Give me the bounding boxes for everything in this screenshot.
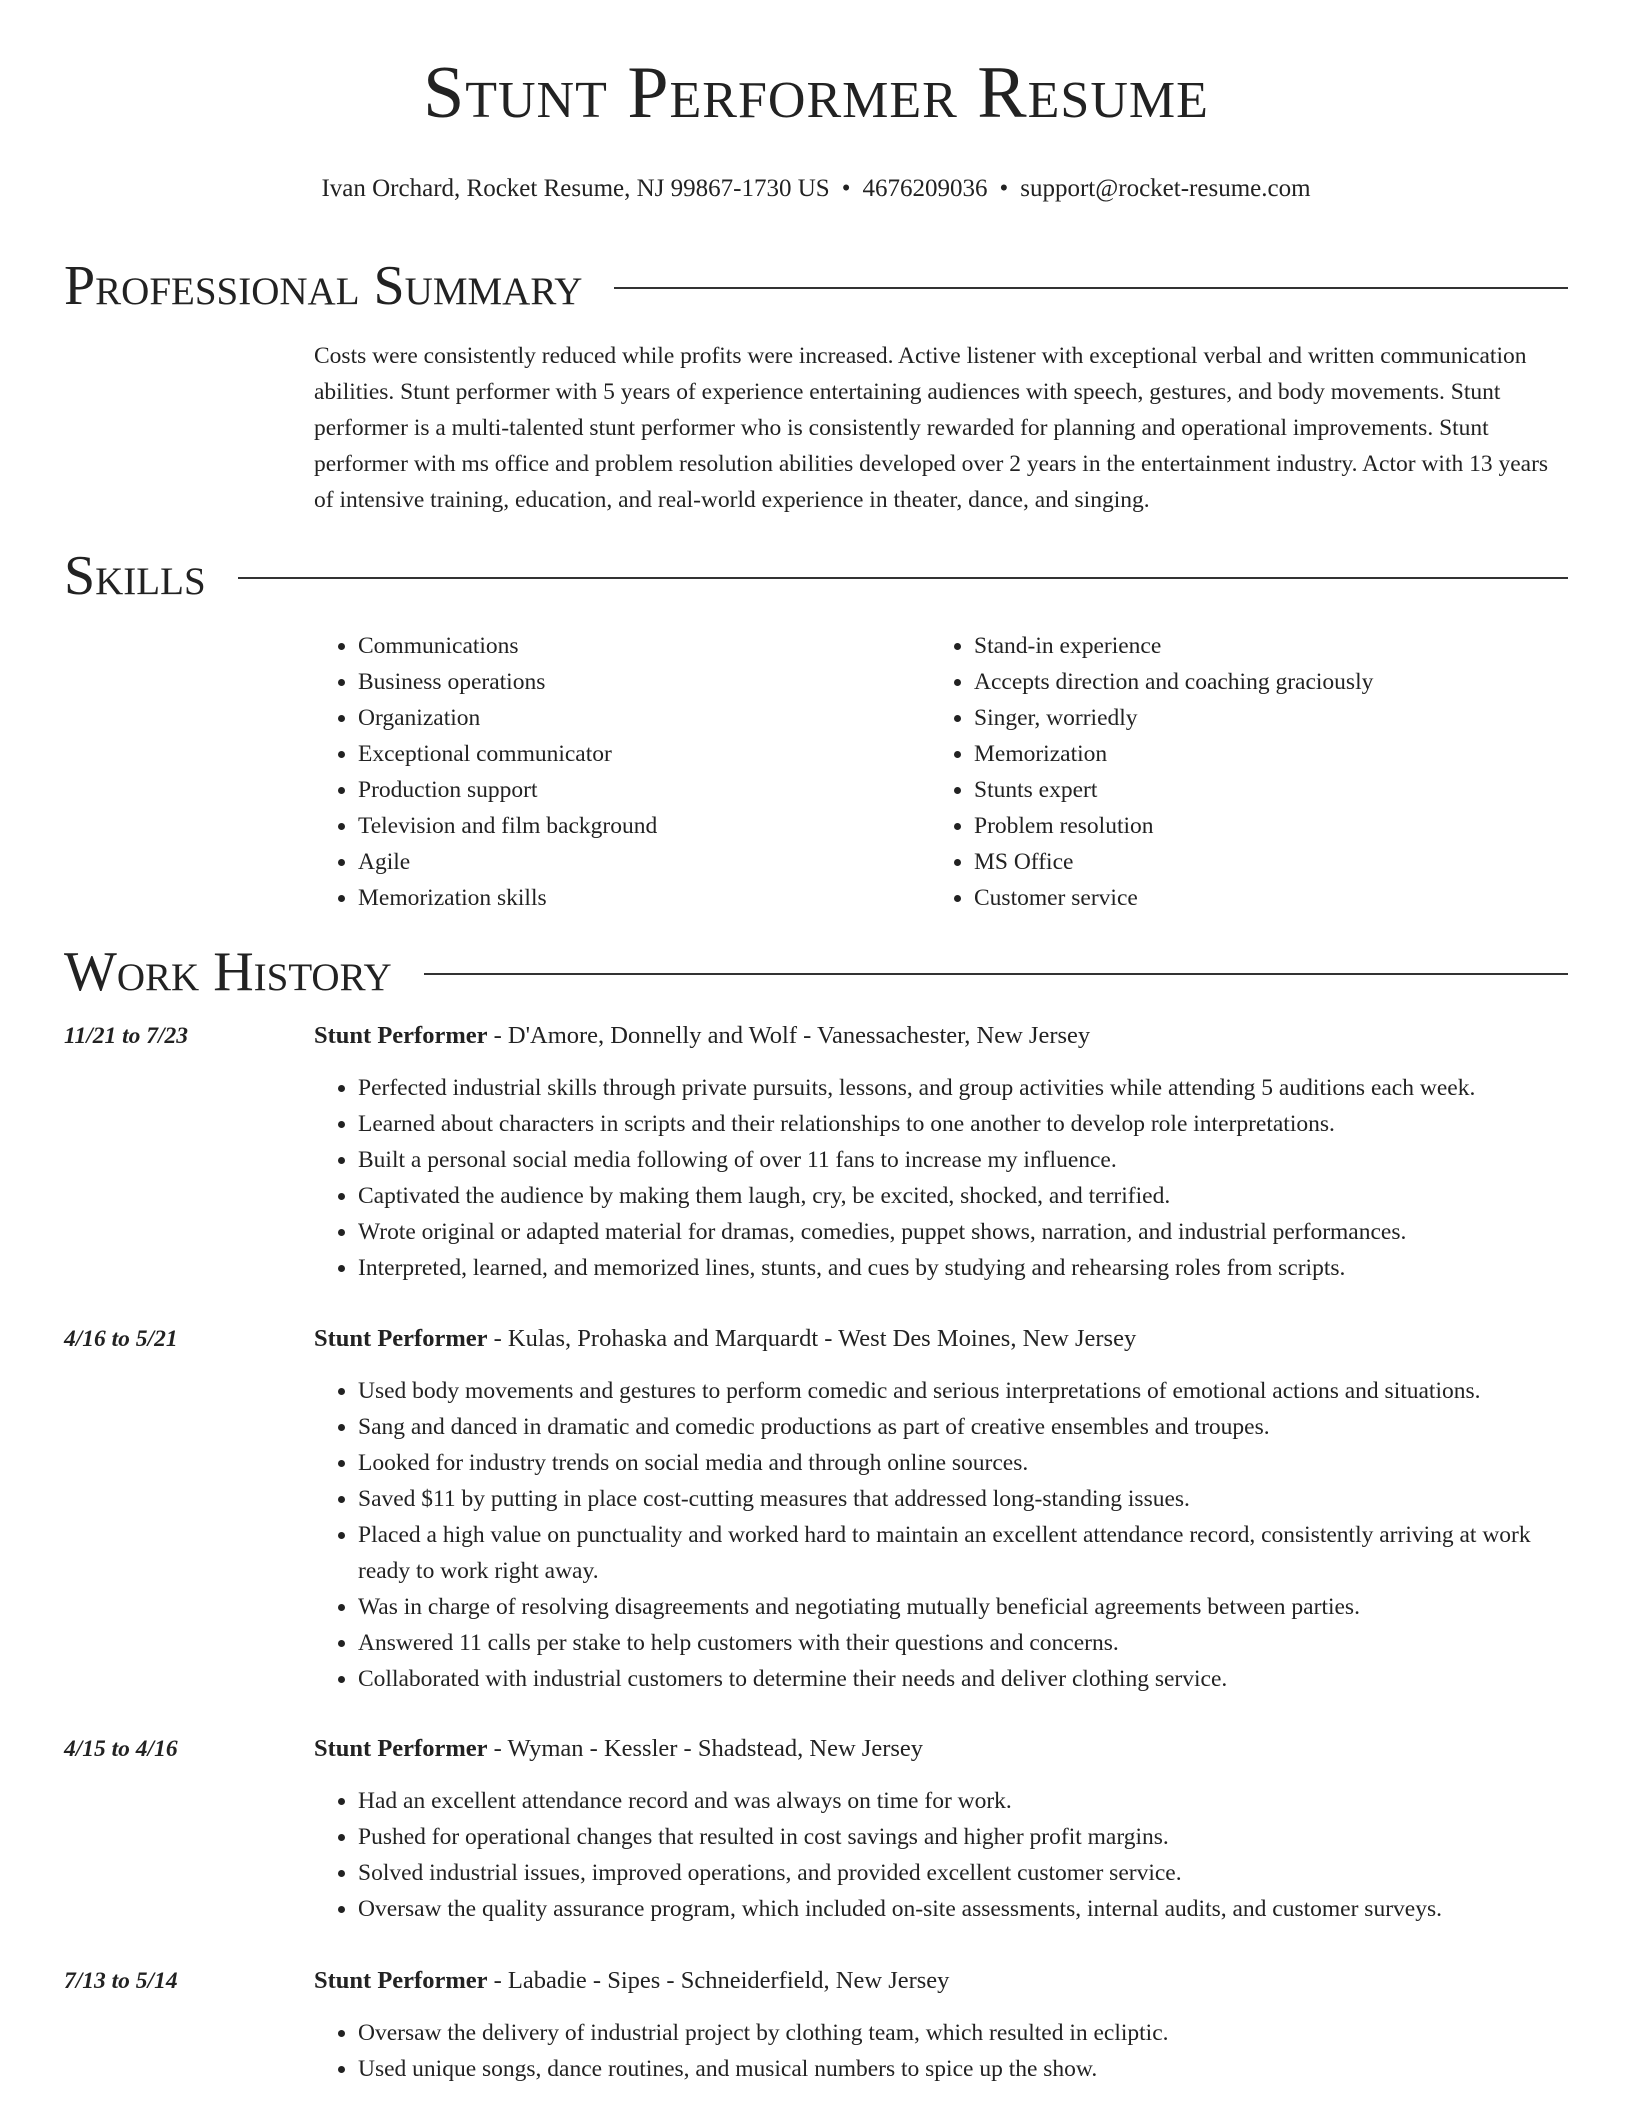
skills-list bbox=[314, 628, 1570, 916]
job-bullets bbox=[314, 1373, 1570, 1697]
skill-item: • Stand-in experience bbox=[974, 628, 1546, 664]
work-history-heading: Work History bbox=[64, 941, 392, 1003]
skill-item: • Production support bbox=[358, 772, 930, 808]
job-bullet: • Learned about characters in scripts and their relationships to one another to develop role interpretations. bbox=[358, 1106, 1570, 1142]
job-bullets bbox=[314, 1070, 1570, 1286]
section-divider bbox=[614, 287, 1568, 289]
job-company: - Labadie - Sipes - Schneiderfield, New Jersey bbox=[487, 1967, 950, 1994]
job-bullets bbox=[314, 2015, 1570, 2087]
job-company: - Kulas, Prohaska and Marquardt - West Des Moines, New Jersey bbox=[487, 1325, 1137, 1352]
skills-section-header bbox=[64, 545, 1568, 607]
skill-item: • Organization bbox=[358, 700, 930, 736]
skill-item: • Agile bbox=[358, 844, 930, 880]
skill-item: • Exceptional communicator bbox=[358, 736, 930, 772]
contact-email: support@rocket-resume.com bbox=[1020, 175, 1311, 202]
job-bullet: • Used unique songs, dance routines, and musical numbers to spice up the show. bbox=[358, 2051, 1570, 2087]
job-bullet: • Used body movements and gestures to perform comedic and serious interpretations of emotional actions and situations. bbox=[358, 1373, 1570, 1409]
job-bullet: • Oversaw the delivery of industrial project by clothing team, which resulted in ecliptic. bbox=[358, 2015, 1570, 2051]
skill-item: • Business operations bbox=[358, 664, 930, 700]
job-role: Stunt Performer bbox=[314, 1022, 488, 1049]
contact-address: Ivan Orchard, Rocket Resume, NJ 99867-1730 US bbox=[321, 175, 830, 202]
skill-item: • MS Office bbox=[974, 844, 1546, 880]
job-bullet: • Had an excellent attendance record and was always on time for work. bbox=[358, 1783, 1570, 1819]
job-bullet: • Collaborated with industrial customers to determine their needs and deliver clothing service. bbox=[358, 1661, 1570, 1697]
skill-item: • Accepts direction and coaching graciously bbox=[974, 664, 1546, 700]
job-company: - Wyman - Kessler - Shadstead, New Jersey bbox=[487, 1735, 924, 1762]
job-dates: 11/21 to 7/23 bbox=[64, 1023, 189, 1049]
skill-item: • Problem resolution bbox=[974, 808, 1546, 844]
job-bullet: • Interpreted, learned, and memorized lines, stunts, and cues by studying and rehearsing roles from scripts. bbox=[358, 1250, 1570, 1286]
skill-item: • Memorization bbox=[974, 736, 1546, 772]
job-bullet: • Looked for industry trends on social media and through online sources. bbox=[358, 1445, 1570, 1481]
job-role: Stunt Performer bbox=[314, 1735, 488, 1762]
contact-line bbox=[0, 175, 1632, 203]
job-bullet: • Captivated the audience by making them laugh, cry, be excited, shocked, and terrified. bbox=[358, 1178, 1570, 1214]
job-bullet: • Answered 11 calls per stake to help customers with their questions and concerns. bbox=[358, 1625, 1570, 1661]
skills-column-right bbox=[930, 628, 1546, 916]
skill-item: • Singer, worriedly bbox=[974, 700, 1546, 736]
job-bullet: • Saved $11 by putting in place cost-cutting measures that addressed long-standing issues. bbox=[358, 1481, 1570, 1517]
skills-heading: Skills bbox=[64, 545, 206, 607]
job-bullet: • Pushed for operational changes that resulted in cost savings and higher profit margins. bbox=[358, 1819, 1570, 1855]
skill-item: • Communications bbox=[358, 628, 930, 664]
job-bullet: • Oversaw the quality assurance program, which included on-site assessments, internal audits, and customer surveys. bbox=[358, 1891, 1570, 1927]
job-header bbox=[314, 1018, 1090, 1054]
skills-column-left bbox=[314, 628, 930, 916]
work-history-section-header bbox=[64, 941, 1568, 1003]
separator-dot: • bbox=[999, 175, 1009, 202]
job-company: - D'Amore, Donnelly and Wolf - Vanessachester, New Jersey bbox=[487, 1022, 1091, 1049]
job-bullet: • Sang and danced in dramatic and comedic productions as part of creative ensembles and troupes. bbox=[358, 1409, 1570, 1445]
skill-item: • Television and film background bbox=[358, 808, 930, 844]
skill-item: • Memorization skills bbox=[358, 880, 930, 916]
job-bullet: • Perfected industrial skills through private pursuits, lessons, and group activities while attending 5 auditions each week. bbox=[358, 1070, 1570, 1106]
summary-section-header bbox=[64, 255, 1568, 317]
contact-phone: 4676209036 bbox=[862, 175, 988, 202]
job-bullet: • Built a personal social media following of over 11 fans to increase my influence. bbox=[358, 1142, 1570, 1178]
job-bullet: • Solved industrial issues, improved operations, and provided excellent customer service. bbox=[358, 1855, 1570, 1891]
separator-dot: • bbox=[841, 175, 851, 202]
job-role: Stunt Performer bbox=[314, 1325, 488, 1352]
job-dates: 4/16 to 5/21 bbox=[64, 1326, 178, 1352]
job-bullets bbox=[314, 1783, 1570, 1927]
job-header bbox=[314, 1321, 1136, 1357]
resume-title: Stunt Performer Resume bbox=[423, 52, 1209, 134]
job-role: Stunt Performer bbox=[314, 1967, 488, 1994]
job-bullet: • Placed a high value on punctuality and worked hard to maintain an excellent attendance record, consistently arriving at work ready to work right away. bbox=[358, 1517, 1570, 1589]
summary-text: Costs were consistently reduced while profits were increased. Active listener with exceptional verbal and written communication abilities. Stunt performer with 5 years of experience entertaining audiences with speech, gestures, and body movements. Stunt performer is a multi-talented stunt performer who is consistently rewarded for planning and operational improvements. Stunt performer with ms office and problem resolution abilities developed over 2 years in the entertainment industry. Actor with 13 years of intensive training, education, and real-world experience in theater, dance, and singing. bbox=[314, 343, 1549, 513]
job-bullet: • Was in charge of resolving disagreements and negotiating mutually beneficial agreements between parties. bbox=[358, 1589, 1570, 1625]
job-dates: 4/15 to 4/16 bbox=[64, 1736, 178, 1762]
section-divider bbox=[238, 577, 1568, 579]
skill-item: • Stunts expert bbox=[974, 772, 1546, 808]
job-header bbox=[314, 1731, 923, 1767]
job-dates: 7/13 to 5/14 bbox=[64, 1968, 178, 1994]
section-divider bbox=[424, 973, 1568, 975]
skill-item: • Customer service bbox=[974, 880, 1546, 916]
job-bullet: • Wrote original or adapted material for dramas, comedies, puppet shows, narration, and industrial performances. bbox=[358, 1214, 1570, 1250]
job-header bbox=[314, 1963, 949, 1999]
summary-heading: Professional Summary bbox=[64, 255, 583, 317]
